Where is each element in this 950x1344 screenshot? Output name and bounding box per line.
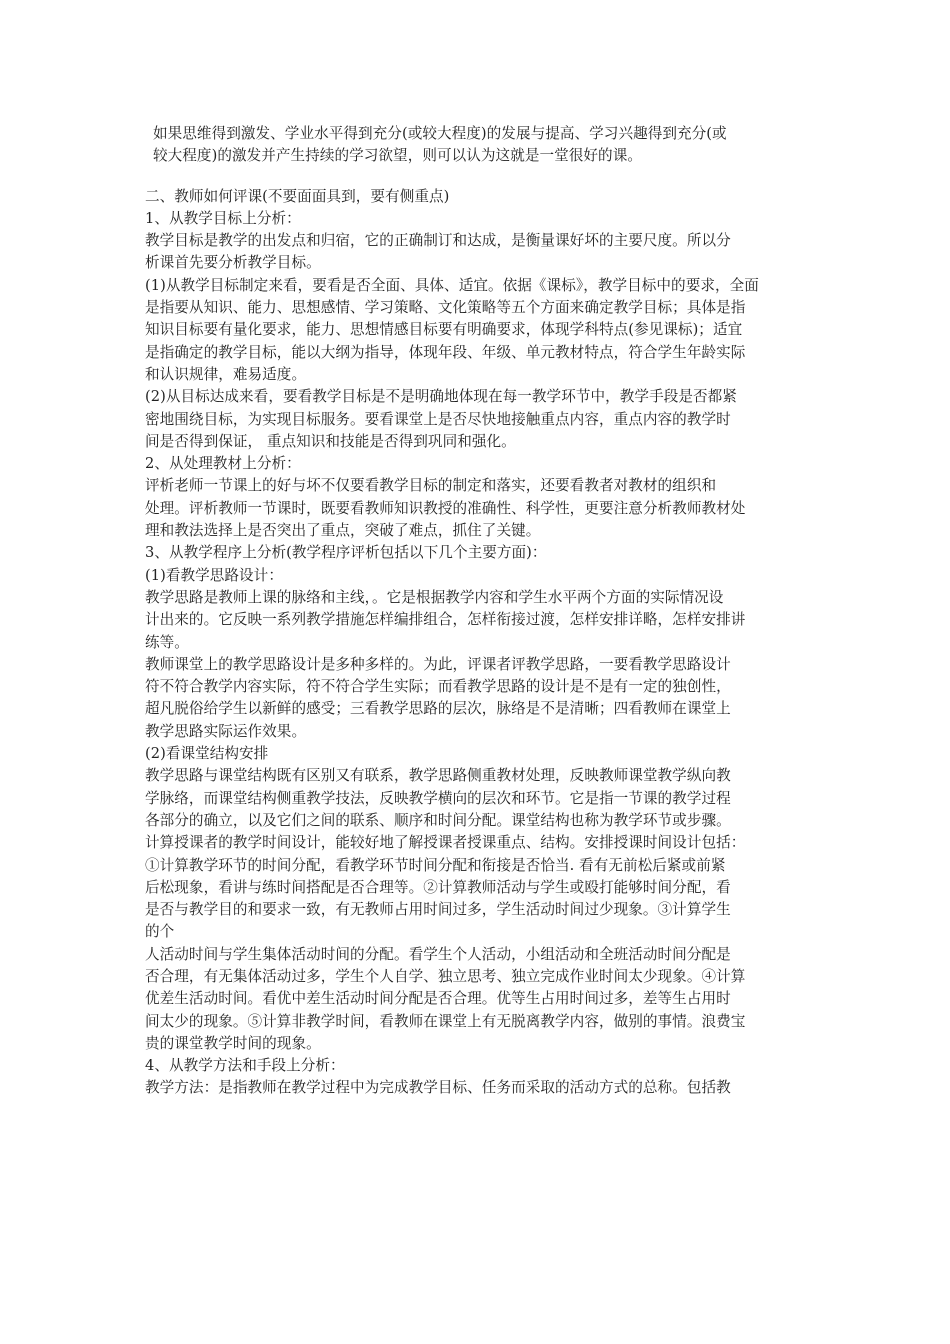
body-line: 教学思路是教师上课的脉络和主线，。它是根据教学内容和学生水平两个方面的实际情况设	[145, 588, 724, 606]
body-line: 教学思路与课堂结构既有区别又有联系，教学思路侧重教材处理，反映教师课堂教学纵向教	[145, 767, 731, 785]
body-line: 密地围绕目标，为实现目标服务。要看课堂上是否尽快地接触重点内容，重点内容的教学时	[145, 410, 731, 428]
body-line: 处理。评析教师一节课时，既要看教师知识教授的准确性、科学性，更要注意分析教师教材处	[145, 499, 746, 517]
body-line: 各部分的确立，以及它们之间的联系、顺序和时间分配。课堂结构也称为教学环节或步骤。	[145, 811, 731, 829]
body-line: 优差生活动时间。看优中差生活动时间分配是否合理。优等生占用时间过多，差等生占用时	[145, 990, 731, 1008]
body-line: 否合理，有无集体活动过多，学生个人自学、独立思考、独立完成作业时间太少现象。④计算	[145, 967, 746, 985]
subsection-heading: 3、从教学程序上分析(教学程序评析包括以下几个主要方面)：	[145, 544, 547, 562]
body-line: 间太少的现象。⑤计算非教学时间，看教师在课堂上有无脱离教学内容，做别的事情。浪费宝	[145, 1012, 746, 1030]
body-line: (2)从目标达成来看，要看教学目标是不是明确地体现在每一教学环节中，教学手段是否都紧	[145, 388, 737, 406]
body-line: 学脉络，而课堂结构侧重教学技法，反映教学横向的层次和环节。它是指一节课的教学过程	[145, 789, 731, 807]
body-line: 人活动时间与学生集体活动时间的分配。看学生个人活动，小组活动和全班活动时间分配是	[145, 945, 731, 963]
body-line: 是指确定的教学目标，能以大纲为指导，体现年段、年级、单元教材特点，符合学生年龄实际	[145, 343, 746, 361]
body-line: 理和教法选择上是否突出了重点，突破了难点，抓住了关键。	[145, 522, 541, 540]
body-line: 知识目标要有量化要求，能力、思想情感目标要有明确要求，体现学科特点(参见课标)；适宜	[145, 321, 743, 339]
body-line: 超凡脱俗给学生以新鲜的感受；三看教学思路的层次，脉络是不是清晰；四看教师在课堂上	[145, 700, 731, 718]
body-line: 是否与教学目的和要求一致，有无教师占用时间过多，学生活动时间过少现象。③计算学生	[145, 901, 731, 919]
body-line: 后松现象，看讲与练时间搭配是否合理等。②计算教师活动与学生或殴打能够时间分配，看	[145, 878, 731, 896]
body-line: 练等。	[145, 633, 189, 651]
document-page	[145, 123, 810, 1100]
body-line: 教学思路实际运作效果。	[145, 722, 307, 740]
intro-line: 较大程度)的激发并产生持续的学习欲望，则可以认为这就是一堂很好的课。	[153, 147, 642, 165]
body-line: 和认识规律，难易适度。	[145, 365, 307, 383]
body-line: 贵的课堂教学时间的现象。	[145, 1034, 321, 1052]
body-line: 间是否得到保证， 重点知识和技能是否得到巩同和强化。	[145, 432, 516, 450]
body-line: 计出来的。它反映一系列教学措施怎样编排组合，怎样衔接过渡，怎样安排详略，怎样安排讲	[145, 611, 746, 629]
body-line: (1)从教学目标制定来看，要看是否全面、具体、适宜。依据《课标》，教学目标中的要求，全面	[145, 276, 759, 294]
body-line: 是指要从知识、能力、思想感情、学习策略、文化策略等五个方面来确定教学目标；具体是指	[145, 299, 746, 317]
subsection-heading: 4、从教学方法和手段上分析：	[145, 1057, 345, 1075]
paragraph-gap	[145, 168, 810, 186]
subsection-heading: 1、从教学目标上分析：	[145, 209, 301, 227]
body-line: (1)看教学思路设计：	[145, 566, 283, 584]
body-line: 的个	[145, 923, 175, 941]
body-line: ①计算教学环节的时间分配，看教学环节时间分配和衔接是否恰当. 看有无前松后紧或前紧	[145, 856, 726, 874]
body-line: 教学方法：是指教师在教学过程中为完成教学目标、任务而采取的活动方式的总称。包括教	[145, 1079, 731, 1097]
intro-line: 如果思维得到激发、学业水平得到充分(或较大程度)的发展与提高、学习兴趣得到充分(或	[153, 125, 727, 142]
subsection-heading: 2、从处理教材上分析：	[145, 455, 301, 473]
body-line: 计算授课者的教学时间设计，能较好地了解授课者授课重点、结构。安排授课时间设计包括：	[145, 834, 746, 852]
body-line: 教师课堂上的教学思路设计是多种多样的。为此，评课者评教学思路，一要看教学思路设计	[145, 655, 731, 673]
body-line: 教学目标是教学的出发点和归宿，它的正确制订和达成，是衡量课好坏的主要尺度。所以分	[145, 232, 731, 250]
body-line: 符不符合教学内容实际，符不符合学生实际；而看教学思路的设计是不是有一定的独创性，	[145, 678, 731, 696]
body-line: 评析老师一节课上的好与坏不仅要看教学目标的制定和落实，还要看教者对教材的组织和	[145, 477, 717, 495]
body-line: 析课首先要分析教学目标。	[145, 254, 321, 272]
section-heading: 二、教师如何评课(不要面面具到，要有侧重点)	[145, 187, 450, 205]
body-line: (2)看课堂结构安排	[145, 745, 269, 763]
